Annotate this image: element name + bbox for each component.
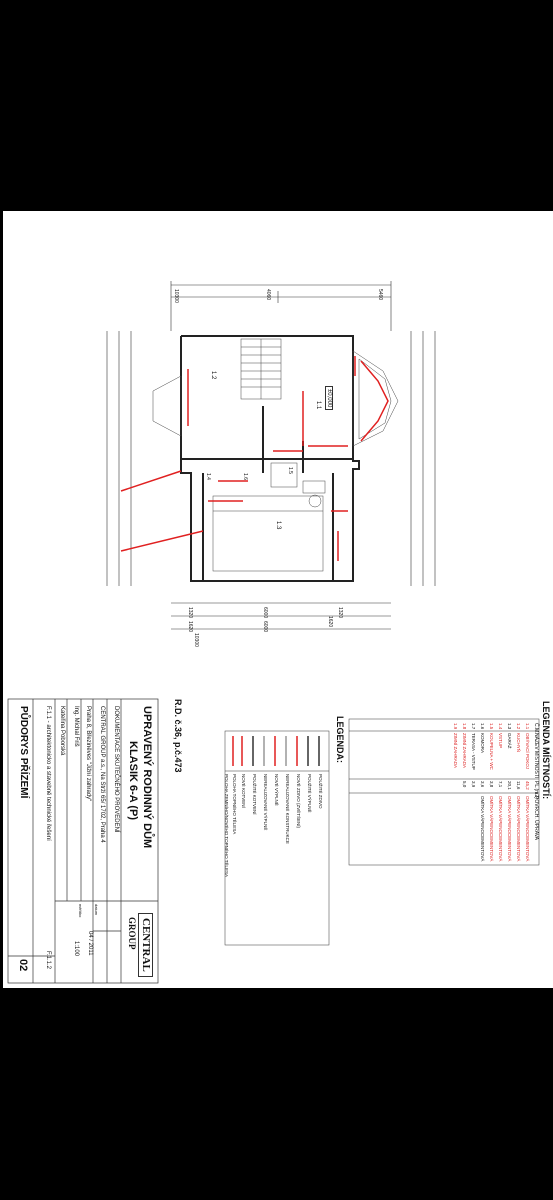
legend-title: LEGENDA: [335, 716, 345, 763]
room-row-3-no: 1.3 [507, 723, 512, 730]
legend-item-7: POUŽITÉ KOTVENÍ [252, 774, 257, 815]
date-label: datum [94, 904, 99, 916]
room-row-8-area: 5,0 [462, 781, 467, 788]
room-row-1-no: 1.1 [525, 723, 530, 730]
reference-number: R.D. č.36, p.č.473 [173, 699, 183, 773]
room-row-3-area: 20,1 [507, 781, 512, 790]
room-row-3-finish: OMÍTKA VÁPENOCEMENTOVÁ [507, 796, 512, 862]
room-row-4-area: 7,1 [498, 781, 503, 788]
room-row-2-no: 1.2 [516, 723, 521, 730]
room-legend-h2: NÁZEV MÍSTNOSTI [533, 733, 539, 779]
room-row-8-no: 1.8 [462, 723, 467, 730]
room-row-5-area: 3,8 [489, 781, 494, 788]
legend-item-10: POLOHA ZEMNÍHO/NOVÉHO TOPNÉHO TĚLESA [224, 774, 229, 878]
room-row-5-no: 1.5 [489, 723, 494, 730]
room-row-5-name: KOUPELNA + WC [489, 733, 494, 770]
room-row-4-name: VSTUP [498, 733, 503, 749]
room-row-2-name: KUCHYŇ [516, 733, 521, 753]
dim-label-bottom-b: 6000 [262, 607, 268, 619]
room-legend-h3: PL.(m2) [533, 781, 539, 799]
legend-item-4: NEREALIZOVANÉ KONSTRUKCE [285, 774, 290, 844]
room-row-7-name: TERASA - VSTUP [471, 733, 476, 770]
room-label-1-3: 1.3 [275, 521, 281, 530]
dim-label-bottom-total: 10300 [193, 633, 199, 647]
room-legend-h1: Č.M. [533, 723, 539, 734]
legend-item-3: NOVĚ ZDIVO (ZVĚTŠENÍ) [296, 774, 301, 829]
room-legend-h4: POVRCH. ÚPRAVA [533, 796, 539, 840]
dim-label-bottom-e: 6000 [262, 621, 268, 633]
room-row-9-no: 1.9 [453, 723, 458, 730]
room-label-1-5: 1.5 [287, 467, 293, 474]
project-title-line-1: UPRAVENÝ RODINNÝ DŮM [141, 706, 153, 849]
room-row-6-finish: OMÍTKA VÁPENOCEMENTOVÁ [480, 796, 485, 862]
room-row-8-name: ZIMNÍ ZAHRADA [462, 733, 467, 769]
dim-label-bottom-a: 1320 [187, 607, 193, 619]
dim-label-bottom-c: 1320 [337, 607, 343, 619]
room-row-1-area: 45,2 [525, 781, 530, 790]
room-label-1-1: 1.1 [315, 401, 321, 410]
scale-label: měřítko [78, 904, 83, 918]
room-row-9-name: ZIMNÍ ZAHRADA [453, 733, 458, 769]
sheet-number: 02 [17, 959, 29, 972]
room-row-7-no: 1.7 [471, 723, 476, 730]
company-logo-line-1: CENTRAL [140, 918, 152, 972]
document-sheet [3, 211, 553, 988]
author: Ing. Michal Friš [73, 706, 79, 747]
section: F.1.1 - architektonicko a stavebně technické řešení [45, 706, 51, 841]
location: Praha 8, Březiněves "Jižní zahrady" [85, 706, 91, 802]
dim-label-top-c: 5460 [377, 289, 383, 301]
legend-item-6: NEREALIZOVANÉ VÝPLNĚ [263, 774, 268, 831]
room-row-1-name: OBÝVACÍ POKOJ [525, 733, 530, 770]
date: 04 / 2011 [87, 931, 93, 956]
room-row-5-finish: OMÍTKA VÁPENOCEMENTOVÁ [489, 796, 494, 862]
legend-item-9: POLOHA TOPNÉHO TĚLESA [232, 774, 237, 835]
drawing-name: PŮDORYS PŘÍZEMÍ [18, 706, 29, 799]
room-row-2-finish: OMÍTKA VÁPENOCEMENTOVÁ [516, 796, 521, 862]
project-title-line-2: KLASIK 6-A (P) [127, 741, 139, 821]
legend-item-8: NOVÉ KOTVENÍ [241, 774, 246, 808]
room-label-1-6: 1.6 [242, 473, 248, 480]
room-row-2-area: 11,6 [516, 781, 521, 790]
legend-item-2: POUŽITÉ VÝPLNĚ [307, 774, 312, 813]
legend-item-1: POUŽITÉ ZDIVO [318, 774, 323, 809]
scale: 1:100 [73, 941, 79, 957]
floor-plan-drawing [3, 211, 553, 988]
room-legend-title: LEGENDA MÍSTNOSTÍ: [541, 701, 551, 800]
company-logo-line-2: GROUP [127, 917, 137, 950]
dim-label-top: 10300 [173, 289, 179, 303]
company-logo [138, 913, 153, 977]
room-row-6-no: 1.6 [480, 723, 485, 730]
dim-label-bottom-f: 1620 [187, 621, 193, 633]
legend-item-5: NOVÉ VÝPLNĚ [274, 774, 279, 806]
room-row-6-area: 3,6 [480, 781, 485, 788]
dim-label-top-b: 4060 [265, 289, 271, 301]
room-row-4-no: 1.4 [498, 723, 503, 730]
part-code: F.1.1.2 [45, 951, 51, 970]
document-type: DOKUMENTACE SKUTEČNÉHO PROVEDENÍ [113, 706, 119, 833]
investor: CENTRAL GROUP a.s., Na Strži 65/ 1702, Praha 4 [99, 706, 105, 843]
room-label-1-2: 1.2 [210, 371, 216, 380]
room-label-1-4: 1.4 [205, 473, 211, 480]
room-row-6-name: KOMORA [480, 733, 485, 754]
room-row-7-area: 3,9 [471, 781, 476, 788]
drawn-by: Kateřina Poborská [59, 706, 65, 756]
level-mark: ±0,000 [325, 386, 333, 410]
room-row-1-finish: OMÍTKA VÁPENOCEMENTOVÁ [525, 796, 530, 862]
room-row-4-finish: OMÍTKA VÁPENOCEMENTOVÁ [498, 796, 503, 862]
dim-label-bottom-d: 1620 [327, 616, 333, 628]
room-row-3-name: GARÁŽ [507, 733, 512, 749]
